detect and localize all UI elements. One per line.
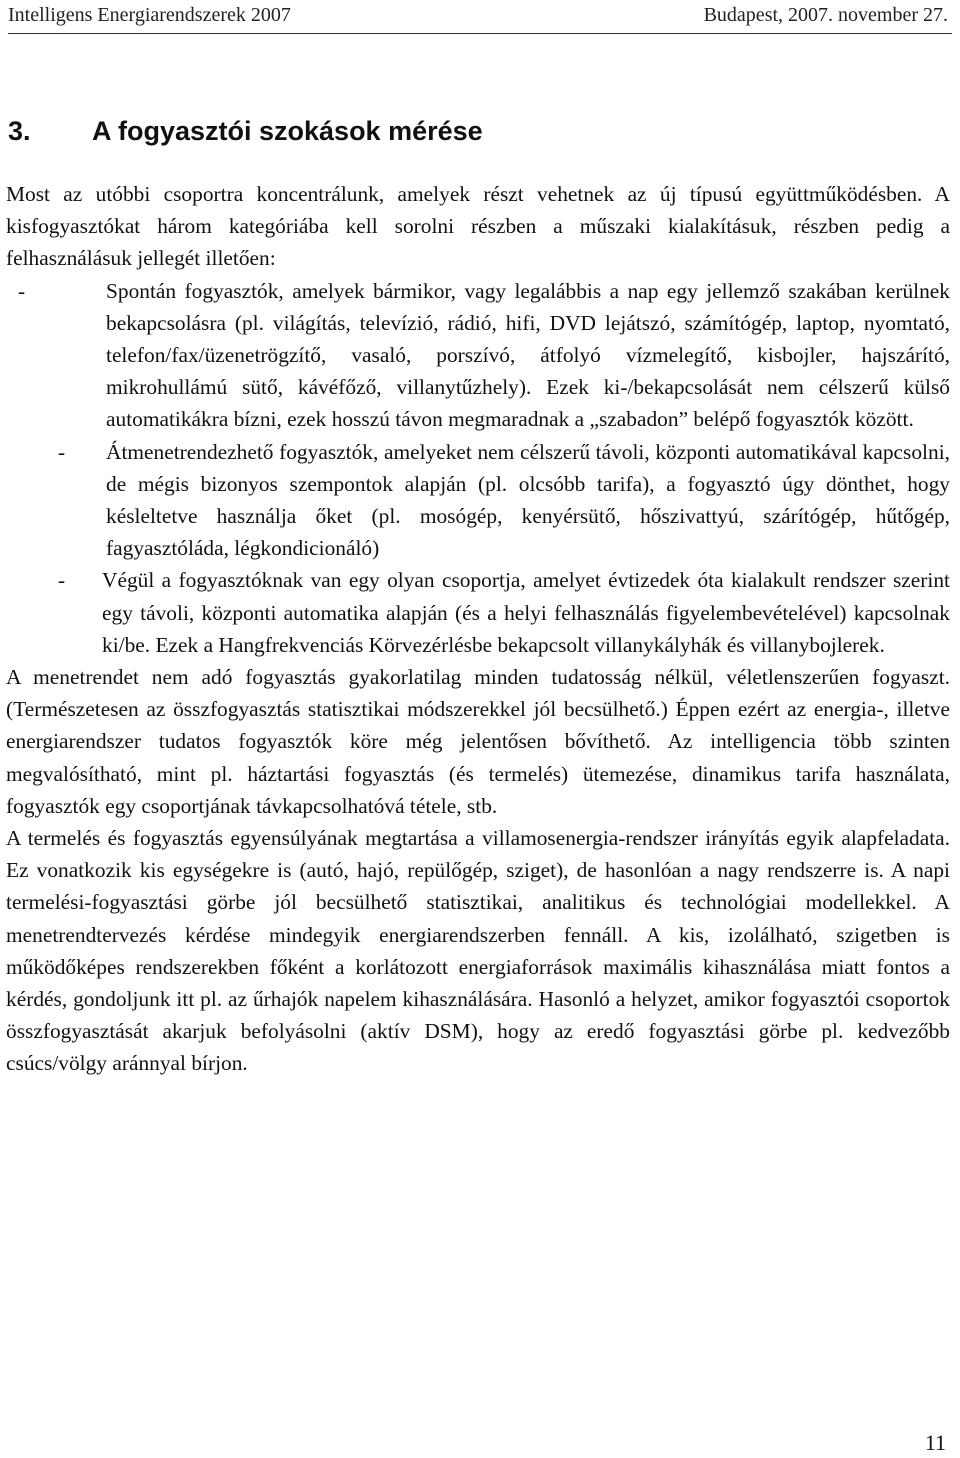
body-paragraph: A termelés és fogyasztás egyensúlyának megtartása a villamosenergia-rendszer irányítás egyik alapfeladata. Ez vonatkozik kis egységekre is (autó, hajó, repülőgép, sziget), de hasonlóan a nagy rendszerre is. A napi termelési-fogyasztási görbe jól becsülhető statisztikai, analitikus és technológiai modellekkel. A menetrendtervezés kérdése mindegyik energiarendszerben fennáll. A kis, izolálható, szigetben is működőképes rendszerekben főként a korlátozott energiaforrások maximális kihasználása miatt fontos a kérdés, gondoljunk itt pl. az űrhajók napelem kihasználására. Hasonló a helyzet, amikor fogyasztói csoportok összfogyasztását akarjuk befolyásolni (aktív DSM), hogy az eredő fogyasztási görbe pl. kedvezőbb csúcs/völgy aránnyal bírjon. <box>6 826 950 1076</box>
list-item-text: Spontán fogyasztók, amelyek bármikor, vagy legalábbis a nap egy jellemző szakában kerülnek bekapcsolásra (pl. világítás, televízió, rádió, hifi, DVD lejátszó, számítógép, laptop, nyomtató, telefon/fax/üzenetrögzítő, vasaló, porszívó, átfolyó vízmelegítő, kisbojler, hajszárító, mikrohullámú sütő, kávéfőző, villanytűzhely). Ezek ki-/bekapcsolását nem célszerű külső automatikákra bízni, ezek hosszú távon megmaradnak a „szabadon” belépő fogyasztók között. <box>106 278 950 432</box>
body-text <box>6 178 950 1080</box>
body-paragraph: A menetrendet nem adó fogyasztás gyakorlatilag minden tudatosság nélkül, véletlenszerűen fogyaszt. (Természetesen az összfogyasztás statisztikai módszerekkel jól becsülhető.) Éppen ezért az energia-, illetve energiarendszer tudatos fogyasztók köre még jelentősen bővíthető. Az intelligencia több szinten megvalósítható, mint pl. háztartási fogyasztás (és termelés) ütemezése, dinamikus tarifa használata, fogyasztók egy csoportjának távkapcsolhatóvá tétele, stb. <box>6 665 950 818</box>
header-divider <box>8 33 952 34</box>
list-item <box>6 275 950 436</box>
header-date: Budapest, 2007. november 27. <box>703 4 948 26</box>
list-bullet: - <box>58 568 66 593</box>
header-conference-title: Intelligens Energiarendszerek 2007 <box>8 4 291 26</box>
list-item-text: Végül a fogyasztóknak van egy olyan csoportja, amelyet évtizedek óta kialakult rendszer szerint egy távoli, központi automatika alapján (és a helyi felhasználás figyelembevételével) kapcsolnak ki/be. Ezek a Hangfrekvenciás Körvezérlésbe bekapcsolt villanykályhák és villanybojlerek. <box>102 568 950 657</box>
intro-paragraph: Most az utóbbi csoportra koncentrálunk, amelyek részt vehetnek az új típusú együttműködésben. A kisfogyasztókat három kategóriába kell sorolni részben a műszaki kialakításuk, részben pedig a felhasználásuk jellegét illetően: <box>6 182 950 271</box>
section-title: A fogyasztói szokások mérése <box>92 116 483 146</box>
list-bullet: - <box>18 278 26 303</box>
list-item <box>6 564 950 661</box>
section-heading <box>8 116 483 147</box>
page-number: 11 <box>924 1430 946 1455</box>
page-header <box>8 4 948 30</box>
list-bullet: - <box>58 439 66 464</box>
list-item <box>6 436 950 565</box>
list-item-text: Átmenetrendezhető fogyasztók, amelyeket nem célszerű távoli, központi automatikával kapcsolni, de mégis bizonyos szempontok alapján (pl. olcsóbb tarifa), a fogyasztó úgy dönthet, hogy késleltetve használja őket (pl. mosógép, kenyérsütő, hőszivattyú, szárítógép, hűtőgép, fagyasztóláda, légkondicionáló) <box>106 439 950 561</box>
section-number: 3. <box>8 116 31 146</box>
